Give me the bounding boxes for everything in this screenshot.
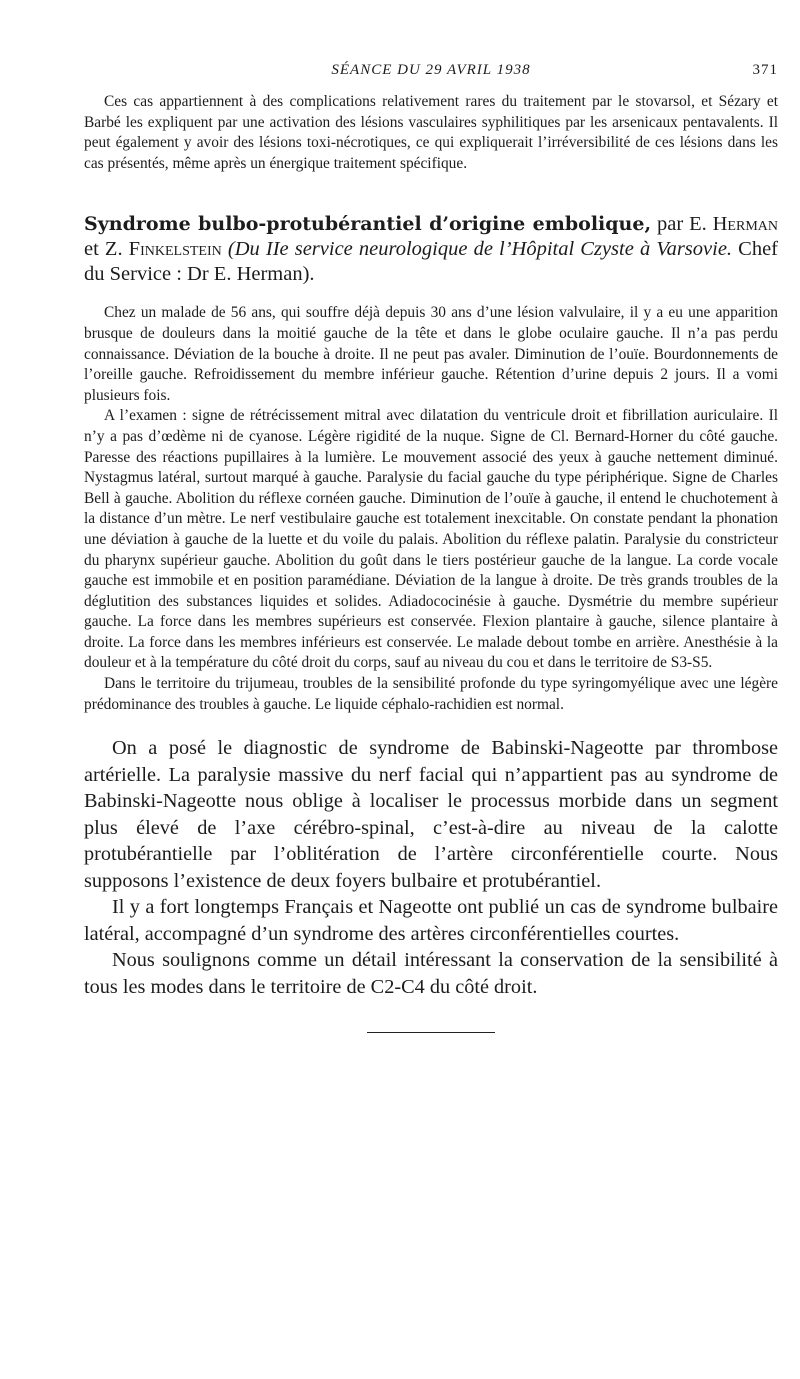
running-head-title: SÉANCE DU 29 AVRIL 1938 [331,62,531,78]
intro-paragraph: Ces cas appartiennent à des complications relativement rares du traitement par le stovarsol, et Sézary et Barbé les expliquent par une activation des lésions vasculaires syphilitiques par les arsenicaux pentavalents. Il peut également y avoir des lésions toxi-nécrotiques, ce qui expliquerait l’irréversibilité de ces lésions dans les cas présentés, même après un énergique traitement spécifique. [84,93,778,172]
author-1: E. Herman [689,213,778,236]
article-and: et [84,238,105,261]
journal-page [84,62,778,1033]
diagnosis-paragraph: On a posé le diagnostic de syndrome de Babinski-Nageotte par thrombose artérielle. La paralysie massive du nerf facial qui n’appartient pas au syndrome de Babinski-Nageotte nous oblige à localiser le processus morbide dans un segment plus élevé de l’axe cérébro-spinal, c’est-à-dire au niveau de la calotte protubérantielle par l’oblitération de l’artère circonférentielle courte. Nous supposons l’existence de deux foyers bulbaire et protubérantiel. [84,737,778,892]
author-2: Z. Finkelstein [104,238,222,261]
section-gap [84,715,778,735]
article-by: par [651,213,690,236]
examination-paragraph: A l’examen : signe de rétrécissement mitral avec dilatation du ventricule droit et fibrillation auriculaire. Il n’y a pas d’œdème ni de cyanose. Légère rigidité de la nuque. Signe de Cl. Bernard-Horner du côté gauche. Paresse des réactions pupillaires à la lumière. Le mouvement associé des yeux à gauche nettement diminué. Nystagmus latéral, surtout marqué à gauche. Paralysie du facial gauche du type périphérique. Signe de Charles Bell à gauche. Abolition du réflexe cornéen gauche. Diminution de l’ouïe à gauche, il entend le chuchotement à la distance d’un mètre. Le nerf vestibulaire gauche est totalement inexcitable. On constate pendant la phonation une déviation à gauche de la luette et du voile du palais. Abolition du réflexe palatin. Paralysie du constricteur du pharynx supérieur gauche. Abolition du goût dans le tiers postérieur gauche de la langue. La corde vocale gauche est immobile et en position paramédiane. Déviation de la langue à droite. De très grands troubles de la déglutition des substances liquides et solides. Adiadococinésie à gauche. Dysmétrie du membre supérieur gauche. La force dans les membres supérieurs est conservée. Flexion plantaire à gauche, silence plantaire à droite. La force dans les membres inférieurs est conservée. Le malade debout tombe en arrière. Anesthésie à la douleur et à la température du côté droit du corps, sauf au niveau du cou et dans le territoire de S3-S5. [84,407,778,672]
article-heading [84,212,778,287]
literature-paragraph: Il y a fort longtemps Français et Nageotte ont publié un cas de syndrome bulbaire latéral, accompagné d’un syndrome des artères circonférentielles courtes. [84,896,778,945]
page-number: 371 [752,62,778,78]
conclusion-paragraph: Nous soulignons comme un détail intéressant la conservation de la sensibilité à tous les modes dans le territoire de C2-C4 du côté droit. [84,949,778,998]
end-rule [367,1032,495,1033]
trigeminal-paragraph: Dans le territoire du trijumeau, troubles de la sensibilité profonde du type syringomyélique avec une légère prédominance des troubles à gauche. Le liquide céphalo-rachidien est normal. [84,675,778,713]
running-head [84,62,778,92]
service-chief: Chef du Service : Dr E. Herman). [84,238,779,286]
case-history-paragraph: Chez un malade de 56 ans, qui souffre déjà depuis 30 ans d’une lésion valvulaire, il y a eu une apparition brusque de douleurs dans la moitié gauche de la tête et dans le globe oculaire gauche. Il n’a pas perdu connaissance. Déviation de la bouche à droite. Il ne peut pas avaler. Diminution de l’ouïe. Bourdonnements de l’oreille gauche. Refroidissement du membre inférieur gauche. Rétention d’urine depuis 2 jours. Il a vomi plusieurs fois. [84,304,778,404]
affiliation: (Du IIe service neurologique de l’Hôpital Czyste à Varsovie. [221,238,733,261]
article-title: Syndrome bulbo-protubérantiel d’origine embolique, [84,213,652,236]
